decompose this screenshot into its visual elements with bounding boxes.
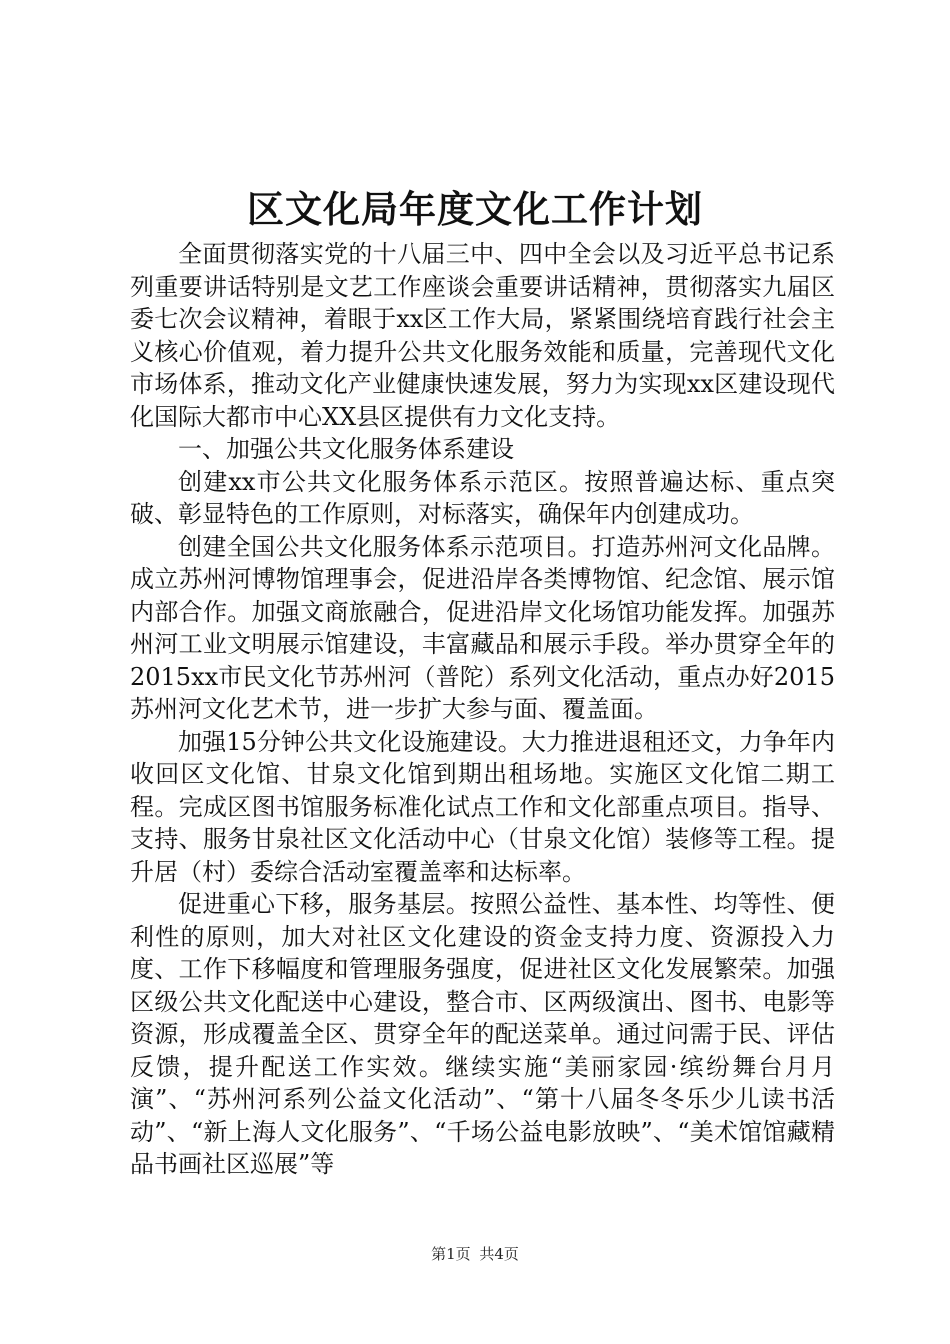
body-paragraph: 加强15分钟公共文化设施建设。大力推进退租还文，力争年内收回区文化馆、甘泉文化馆到期出租场地。实施区文化馆二期工程。完成区图书馆服务标准化试点工作和文化部重点项目。指导、支持、服务甘泉社区文化活动中心（甘泉文化馆）装修等工程。提升居（村）委综合活动室覆盖率和达标率。	[130, 727, 835, 886]
document-body	[130, 238, 835, 1181]
page-footer	[0, 1244, 950, 1264]
body-paragraph: 促进重心下移，服务基层。按照公益性、基本性、均等性、便利性的原则，加大对社区文化建设的资金支持力度、资源投入力度、工作下移幅度和管理服务强度，促进社区文化发展繁荣。加强区级公共文化配送中心建设，整合市、区两级演出、图书、电影等资源，形成覆盖全区、贯穿全年的配送菜单。通过问需于民、评估反馈，提升配送工作实效。继续实施“美丽家园·缤纷舞台月月演”、“苏州河系列公益文化活动”、“第十八届冬冬乐少儿读书活动”、“新上海人文化服务”、“千场公益电影放映”、“美术馆馆藏精品书画社区巡展”等	[130, 890, 835, 1178]
body-paragraph: 创建全国公共文化服务体系示范项目。打造苏州河文化品牌。成立苏州河博物馆理事会，促进沿岸各类博物馆、纪念馆、展示馆内部合作。加强文商旅融合，促进沿岸文化场馆功能发挥。加强苏州河工业文明展示馆建设，丰富藏品和展示手段。举办贯穿全年的2015xx市民文化节苏州河（普陀）系列文化活动，重点办好2015苏州河文化艺术节，进一步扩大参与面、覆盖面。	[130, 532, 835, 723]
page-total: 共4页	[479, 1245, 519, 1263]
section-heading: 一、加强公共文化服务体系建设	[178, 435, 514, 463]
page-number: 第1页	[431, 1245, 471, 1263]
body-paragraph: 创建xx市公共文化服务体系示范区。按照普遍达标、重点突破、彰显特色的工作原则，对标落实，确保年内创建成功。	[130, 467, 835, 528]
document-title: 区文化局年度文化工作计划	[247, 187, 703, 231]
intro-paragraph: 全面贯彻落实党的十八届三中、四中全会以及习近平总书记系列重要讲话特别是文艺工作座谈会重要讲话精神，贯彻落实九届区委七次会议精神，着眼于xx区工作大局，紧紧围绕培育践行社会主义核心价值观，着力提升公共文化服务效能和质量，完善现代文化市场体系，推动文化产业健康快速发展，努力为实现xx区建设现代化国际大都市中心XX县区提供有力文化支持。	[130, 240, 835, 431]
